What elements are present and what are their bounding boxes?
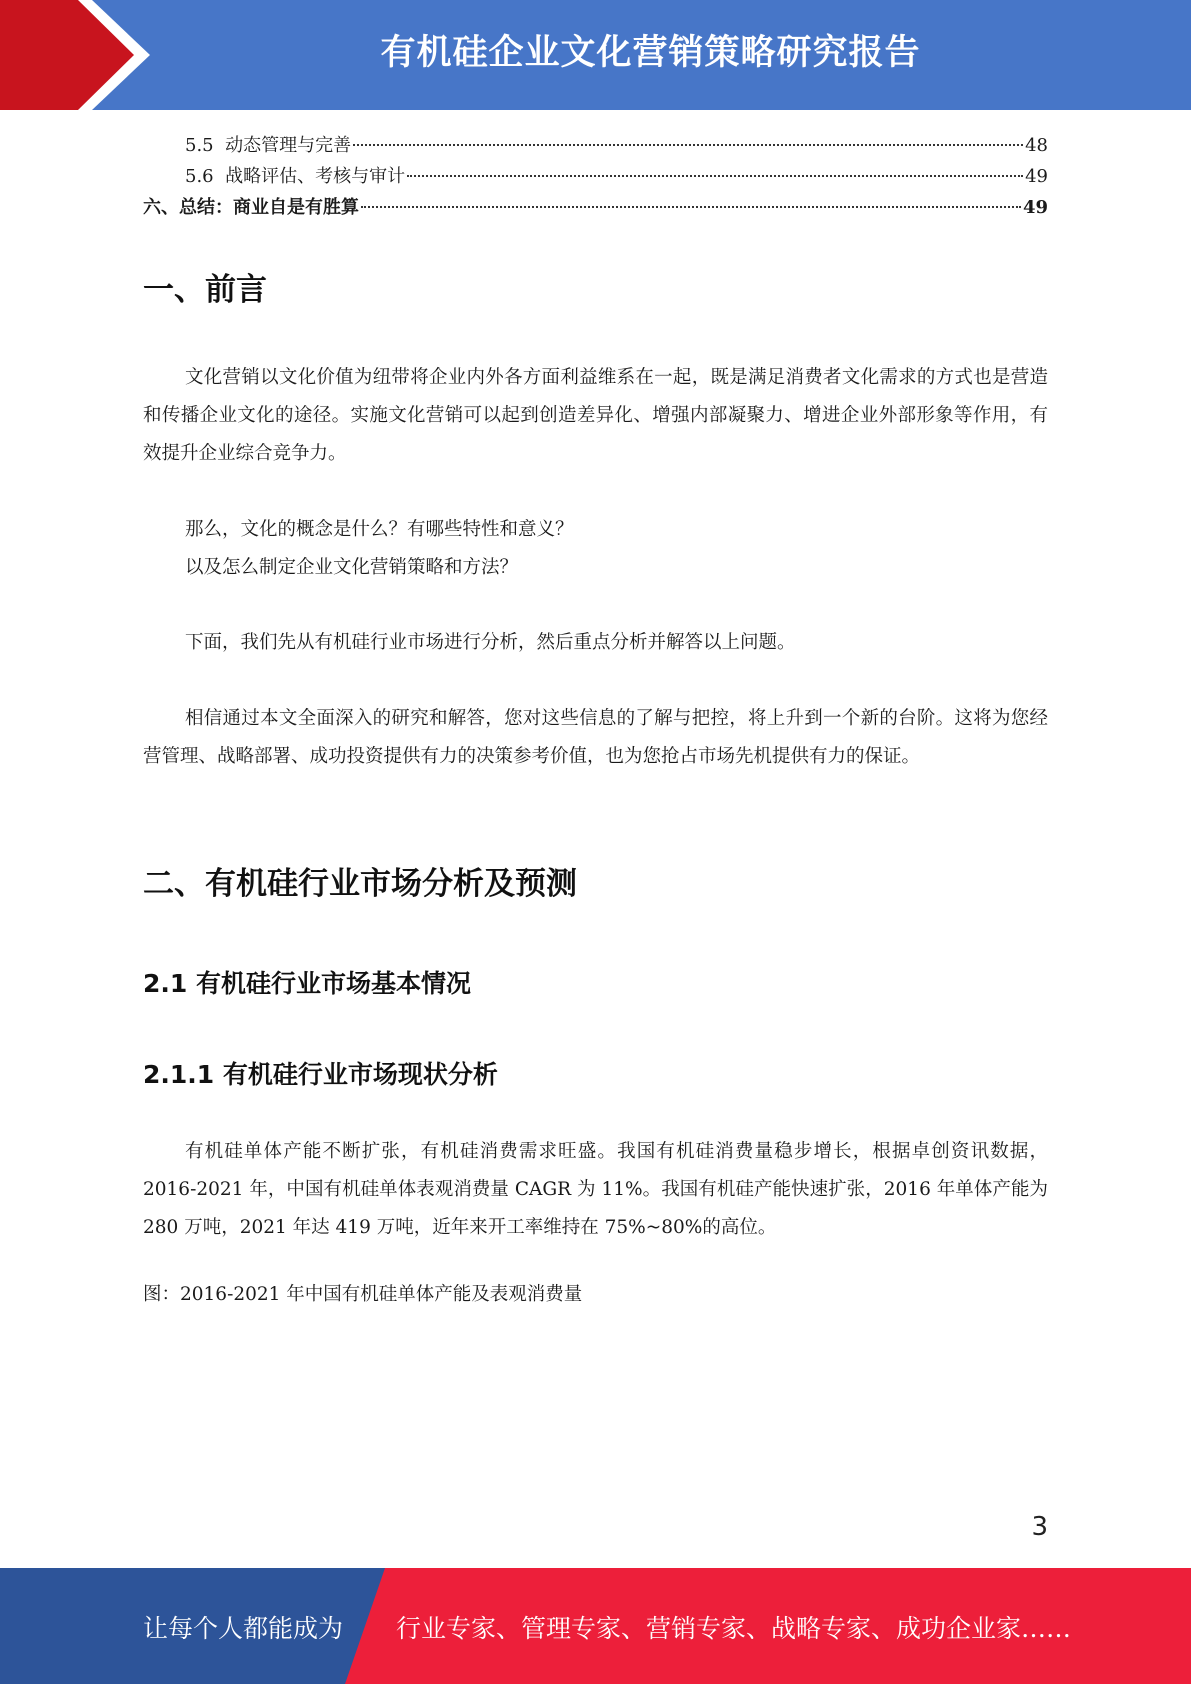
toc-entry-5-5[interactable]: [143, 130, 1048, 161]
current-status-heading: 2.1.1 有机硅行业市场现状分析: [143, 1060, 498, 1089]
preface-question-2: 以及怎么制定企业文化营销策略和方法？: [185, 557, 519, 578]
toc-leader-dots: [361, 206, 1021, 208]
table-of-contents: [143, 130, 1048, 223]
preface-question-1: 那么，文化的概念是什么？有哪些特性和意义？: [185, 519, 574, 540]
basic-situation-heading: 2.1 有机硅行业市场基本情况: [143, 969, 471, 998]
preface-paragraph-2: 下面，我们先从有机硅行业市场进行分析，然后重点分析并解答以上问题。: [185, 632, 796, 653]
header-arrow-icon: [0, 0, 140, 110]
toc-entry-5-6[interactable]: [143, 161, 1048, 192]
toc-page: 48: [1025, 135, 1048, 156]
report-title: 有机硅企业文化营销策略研究报告: [380, 33, 921, 73]
page-number: 3: [1031, 1512, 1048, 1542]
toc-title: 动态管理与完善: [225, 135, 352, 156]
toc-leader-dots: [353, 144, 1023, 146]
market-analysis-heading: 二、有机硅行业市场分析及预测: [143, 866, 577, 902]
figure-caption: 图：2016-2021 年中国有机硅单体产能及表观消费量: [143, 1284, 583, 1305]
toc-number: 5.6: [185, 166, 214, 187]
toc-page: 49: [1025, 166, 1048, 187]
toc-title: 战略评估、考核与审计: [225, 166, 406, 187]
preface-paragraph-3: 相信通过本文全面深入的研究和解答，您对这些信息的了解与把控，将上升到一个新的台阶。这将为您经营管理、战略部署、成功投资提供有力的决策参考价值，也为您抢占市场先机提供有力的保证。: [143, 708, 1048, 767]
toc-leader-dots: [407, 175, 1023, 177]
toc-number: 5.5: [185, 135, 214, 156]
page-footer: [0, 1568, 1191, 1684]
toc-entry-6[interactable]: [143, 192, 1048, 223]
toc-title: 六、总结：商业自是有胜算: [143, 197, 359, 218]
toc-page: 49: [1022, 197, 1048, 218]
preface-heading: 一、前言: [143, 272, 267, 308]
page-header: [0, 0, 1191, 110]
current-status-paragraph: 有机硅单体产能不断扩张，有机硅消费需求旺盛。我国有机硅消费量稳步增长，根据卓创资讯数据，2016-2021 年，中国有机硅单体表观消费量 CAGR 为 11%。我国有机硅产能快速扩张，2016 年单体产能为 280 万吨，2021 年达 419 万吨，近年来开工率维持在 75%~80%的高位。: [143, 1141, 1048, 1238]
footer-slogan-left: 让每个人都能成为: [143, 1614, 344, 1643]
preface-paragraph-1: 文化营销以文化价值为纽带将企业内外各方面利益维系在一起，既是满足消费者文化需求的方式也是营造和传播企业文化的途径。实施文化营销可以起到创造差异化、增强内部凝聚力、增进企业外部形象等作用，有效提升企业综合竞争力。: [143, 367, 1048, 464]
footer-slogan-right: 行业专家、管理专家、营销专家、战略专家、成功企业家……: [396, 1614, 1072, 1643]
